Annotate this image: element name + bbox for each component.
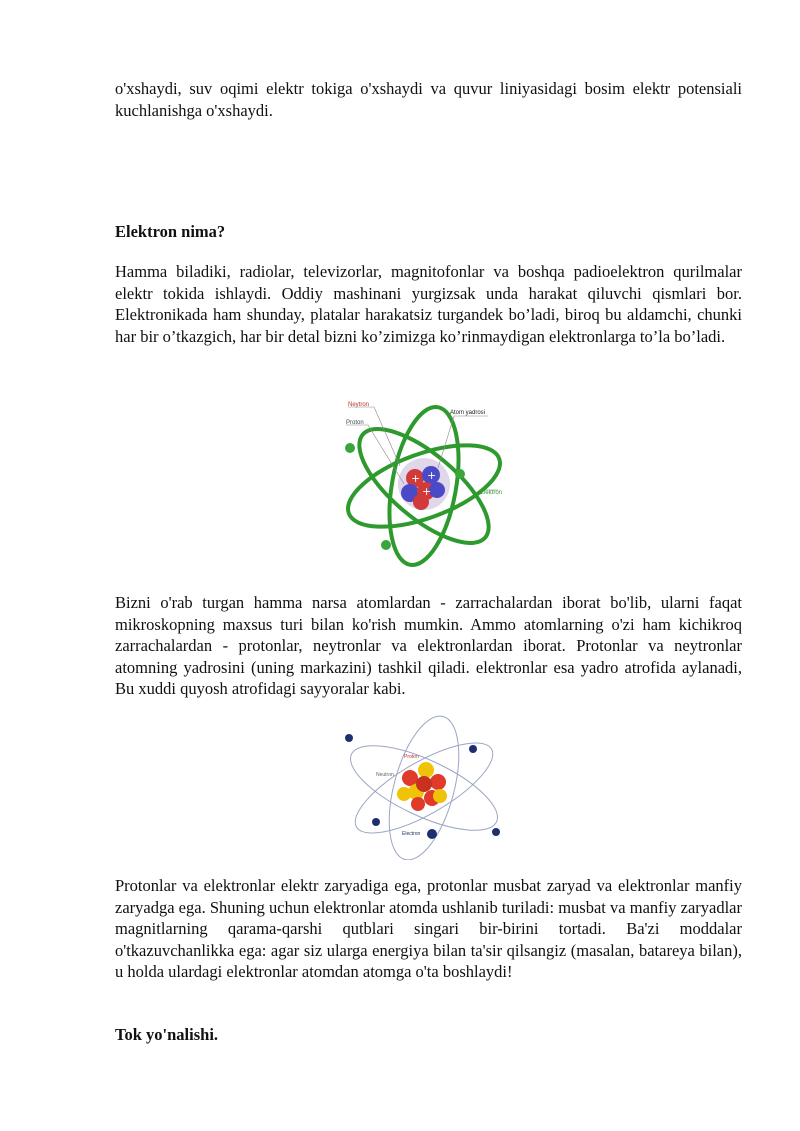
neutron-particle xyxy=(402,770,418,786)
proton-particle xyxy=(433,789,447,803)
atom-diagram-figure xyxy=(338,398,520,574)
label-electron: Electron xyxy=(402,831,421,837)
label-proton: Proton xyxy=(404,754,419,760)
neutron-particle xyxy=(411,797,425,811)
neutron-particle xyxy=(416,776,432,792)
atom-model-figure xyxy=(340,714,508,860)
paragraph-zaryad: Protonlar va elektronlar elektr zaryadiga ega, protonlar musbat zaryad va elektronlar manfiy zaryadga ega. Shuning uchun elektronlar atomda ushlanib turiladi: musbat va manfiy zaryadlar magnitlarning qarama-qarshi qutblari singari bir-birini tortadi. Ba'zi moddalar o'tkazuvchanlikka ega: agar siz ularga energiya bilan ta'sir qilsangiz (masalan, batareya bilan), u holda ulardagi elektronlar atomdan atomga o'ta boshlaydi! xyxy=(115,876,742,981)
neutron-particle xyxy=(429,482,445,498)
heading-tok-yonalishi: Tok yo'nalishi. xyxy=(115,1025,219,1044)
electron-particle xyxy=(345,443,355,453)
proton-particle xyxy=(418,762,434,778)
label-neytron: Neytron xyxy=(348,402,370,408)
neutron-particle xyxy=(430,774,446,790)
svg-text:+: + xyxy=(411,472,421,485)
paragraph-atomlar: Bizni o'rab turgan hamma narsa atomlardan - zarrachalardan iborat bo'lib, ularni faqat mikroskopning maxsus turi bilan ko'rish mumkin. Ammo atomlarning o'zi ham kichikroq zarrachalardan - protonlar, neytronlar va elektronlardan iborat. Protonlar va neytronlar atomning yadrosini (uning markazini) tashkil qiladi. elektronlar esa yadro atrofida aylanadi, Bu xuddi quyosh atrofidagi sayyoralar kabi. xyxy=(115,593,742,698)
electron-particle xyxy=(372,818,380,826)
label-atom-yadrosi: Atom yadrosi xyxy=(450,410,486,416)
paragraph-elektron: Hamma biladiki, radiolar, televizorlar, magnitofonlar va boshqa padioelektron qurilmalar elektr tokida ishlaydi. Oddiy mashinani yurgizsak unda harakat qiluvchi qismlari bor. Elektronikada ham shunday, platalar harakatsiz turgandek bo’ladi, biroq bu aldamchi, chunki har bir o’tkazgich, har bir detal bizni ko’zimizga ko’rinmaydigan elektronlarga to’la bo’ladi. xyxy=(115,262,742,346)
electron-particle xyxy=(492,828,500,836)
paragraph-intro: o'xshaydi, suv oqimi elektr tokiga o'xshaydi va quvur liniyasidagi bosim elektr potensiali kuchlanishga o'xshaydi. xyxy=(115,79,742,120)
proton-particle xyxy=(397,787,411,801)
svg-text:+: + xyxy=(427,469,437,482)
svg-text:+: + xyxy=(422,485,432,498)
label-neutron: Neutron xyxy=(376,772,394,778)
label-elektron: Elektron xyxy=(480,490,503,496)
electron-particle xyxy=(455,469,465,479)
electron-particle xyxy=(345,734,353,742)
electron-particle xyxy=(427,829,437,839)
electron-particle xyxy=(469,745,477,753)
electron-particle xyxy=(381,540,391,550)
label-proton: Proton xyxy=(346,420,364,426)
heading-elektron-nima: Elektron nima? xyxy=(115,222,226,241)
